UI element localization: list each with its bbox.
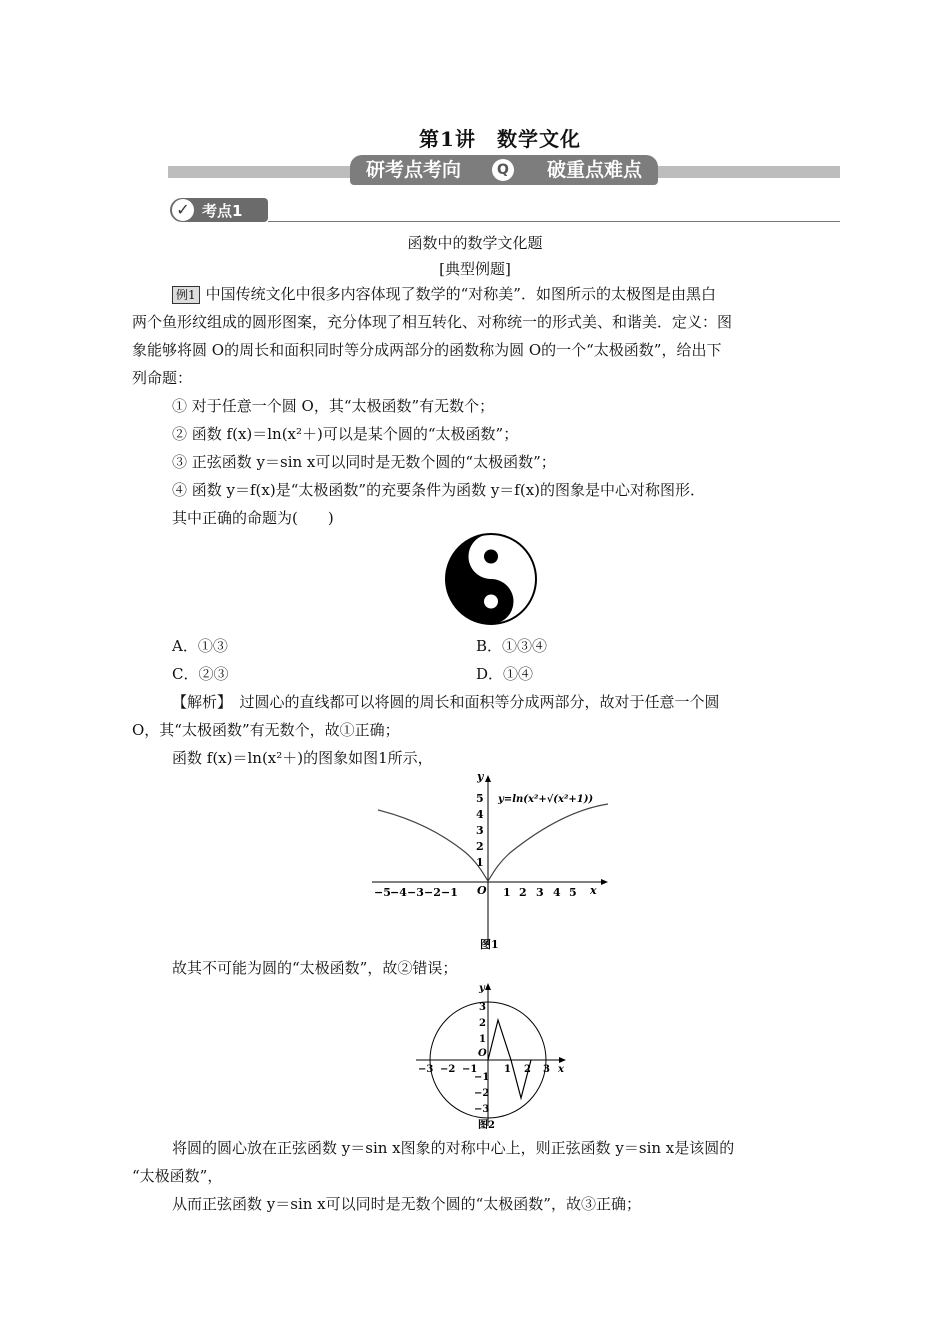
question-text: 其中正确的命题为( ) — [172, 509, 334, 527]
figure-2-xtick: 3 — [543, 1064, 550, 1075]
checkmark-icon: ✓ — [172, 199, 194, 221]
analysis-line-6: “太极函数”， — [132, 1167, 223, 1185]
figure-1-caption: 图1 — [480, 938, 499, 951]
kaodian-label: 考点1 — [202, 202, 243, 220]
figure-2-caption: 图2 — [478, 1120, 495, 1131]
figure-2-graph — [412, 980, 572, 1132]
proposition-4: ④ 函数 y＝f(x)是“太极函数”的充要条件为函数 y＝f(x)的图象是中心对称图形． — [172, 481, 706, 499]
figure-1-formula: y=ln(x²+√(x²+1)) — [498, 794, 594, 805]
figure-2-xtick: −2 — [440, 1064, 456, 1075]
figure-2-ytick: −3 — [474, 1104, 490, 1115]
figure-1-curve — [378, 804, 608, 881]
figure-1-xtick: −5 — [374, 886, 391, 899]
figure-1-ytick: 3 — [476, 824, 484, 837]
analysis-line-3: 函数 f(x)＝ln(x²＋)的图象如图1所示， — [172, 749, 433, 767]
analysis-line-5: 将圆的圆心放在正弦函数 y＝sin x图象的对称中心上，则正弦函数 y＝sin x是该圆的 — [172, 1139, 735, 1157]
figure-1-xtick: 5 — [569, 886, 577, 899]
banner-left-text: 研考点考向 — [366, 159, 462, 181]
figure-2-ytick: 1 — [479, 1034, 486, 1045]
figure-1-xtick: −3 — [407, 886, 424, 899]
figure-2-origin: O — [478, 1048, 487, 1059]
figure-2-x-label: x — [558, 1064, 564, 1075]
analysis-line-7: 从而正弦函数 y＝sin x可以同时是无数个圆的“太极函数”，故③正确； — [172, 1195, 641, 1213]
example-line-1 — [172, 284, 716, 304]
page-title: 第1讲 数学文化 — [419, 127, 581, 151]
figure-2-xtick: −3 — [418, 1064, 434, 1075]
figure-2-y-label: y — [479, 983, 485, 994]
kaodian-badge — [170, 198, 268, 222]
figure-1-xtick: 4 — [553, 886, 561, 899]
divider — [268, 221, 840, 222]
example-line-2: 两个鱼形纹组成的圆形图案，充分体现了相互转化、对称统一的形式美、和谐美．定义：图 — [132, 313, 733, 331]
option-b: B．①③④ — [476, 637, 548, 655]
analysis-line-1: 【解析】 过圆心的直线都可以将圆的周长和面积等分成两部分，故对于任意一个圆 — [172, 693, 720, 711]
option-c: C．②③ — [172, 665, 229, 683]
example-line-3: 象能够将圆 O的周长和面积同时等分成两部分的函数称为圆 O的一个“太极函数”，给出下 — [132, 341, 722, 359]
example-badge: 例1 — [172, 286, 200, 304]
example-text: 中国传统文化中很多内容体现了数学的“对称美”．如图所示的太极图是由黑白 — [205, 285, 716, 303]
figure-1-xtick: −4 — [390, 886, 407, 899]
analysis-line-2: O，其“太极函数”有无数个，故①正确； — [132, 721, 400, 739]
option-a: A．①③ — [172, 637, 228, 655]
proposition-2: ② 函数 f(x)＝ln(x²＋)可以是某个圆的“太极函数”； — [172, 425, 519, 443]
proposition-3: ③ 正弦函数 y＝sin x可以同时是无数个圆的“太极函数”； — [172, 453, 556, 471]
figure-2-curve — [488, 1020, 531, 1098]
figure-1-y-label: y — [477, 770, 484, 783]
figure-2-ytick: −1 — [474, 1072, 490, 1083]
banner-right-text: 破重点难点 — [546, 159, 642, 181]
section-title: 函数中的数学文化题 — [407, 234, 543, 252]
figure-1-x-label: x — [590, 884, 597, 897]
figure-2-xtick: 1 — [504, 1064, 511, 1075]
figure-1-origin: O — [477, 884, 487, 897]
figure-1-xtick: 1 — [503, 886, 511, 899]
figure-1-xtick: −1 — [441, 886, 458, 899]
figure-1-xtick: 3 — [536, 886, 544, 899]
option-d: D．①④ — [476, 665, 534, 683]
figure-1-xtick: 2 — [519, 886, 527, 899]
figure-2-xtick: −1 — [462, 1064, 478, 1075]
banner-q-icon: Q — [492, 159, 514, 181]
figure-1-ytick: 2 — [476, 840, 484, 853]
banner — [350, 155, 658, 185]
figure-1-ytick: 4 — [476, 808, 484, 821]
figure-1-xtick: −2 — [424, 886, 441, 899]
figure-1-ytick: 5 — [476, 792, 484, 805]
figure-2-ytick: 2 — [479, 1018, 486, 1029]
figure-1-graph — [370, 770, 620, 960]
proposition-1: ① 对于任意一个圆 O，其“太极函数”有无数个； — [172, 397, 495, 415]
figure-2-xtick: 2 — [524, 1064, 531, 1075]
figure-1-ytick: 1 — [476, 856, 484, 869]
section-subtitle: [典型例题] — [439, 260, 511, 278]
example-line-4: 列命题： — [132, 369, 193, 387]
figure-2-ytick: −2 — [474, 1088, 490, 1099]
taiji-icon — [444, 532, 538, 626]
figure-2-ytick: 3 — [479, 1002, 486, 1013]
analysis-line-4: 故其不可能为圆的“太极函数”，故②错误； — [172, 959, 458, 977]
